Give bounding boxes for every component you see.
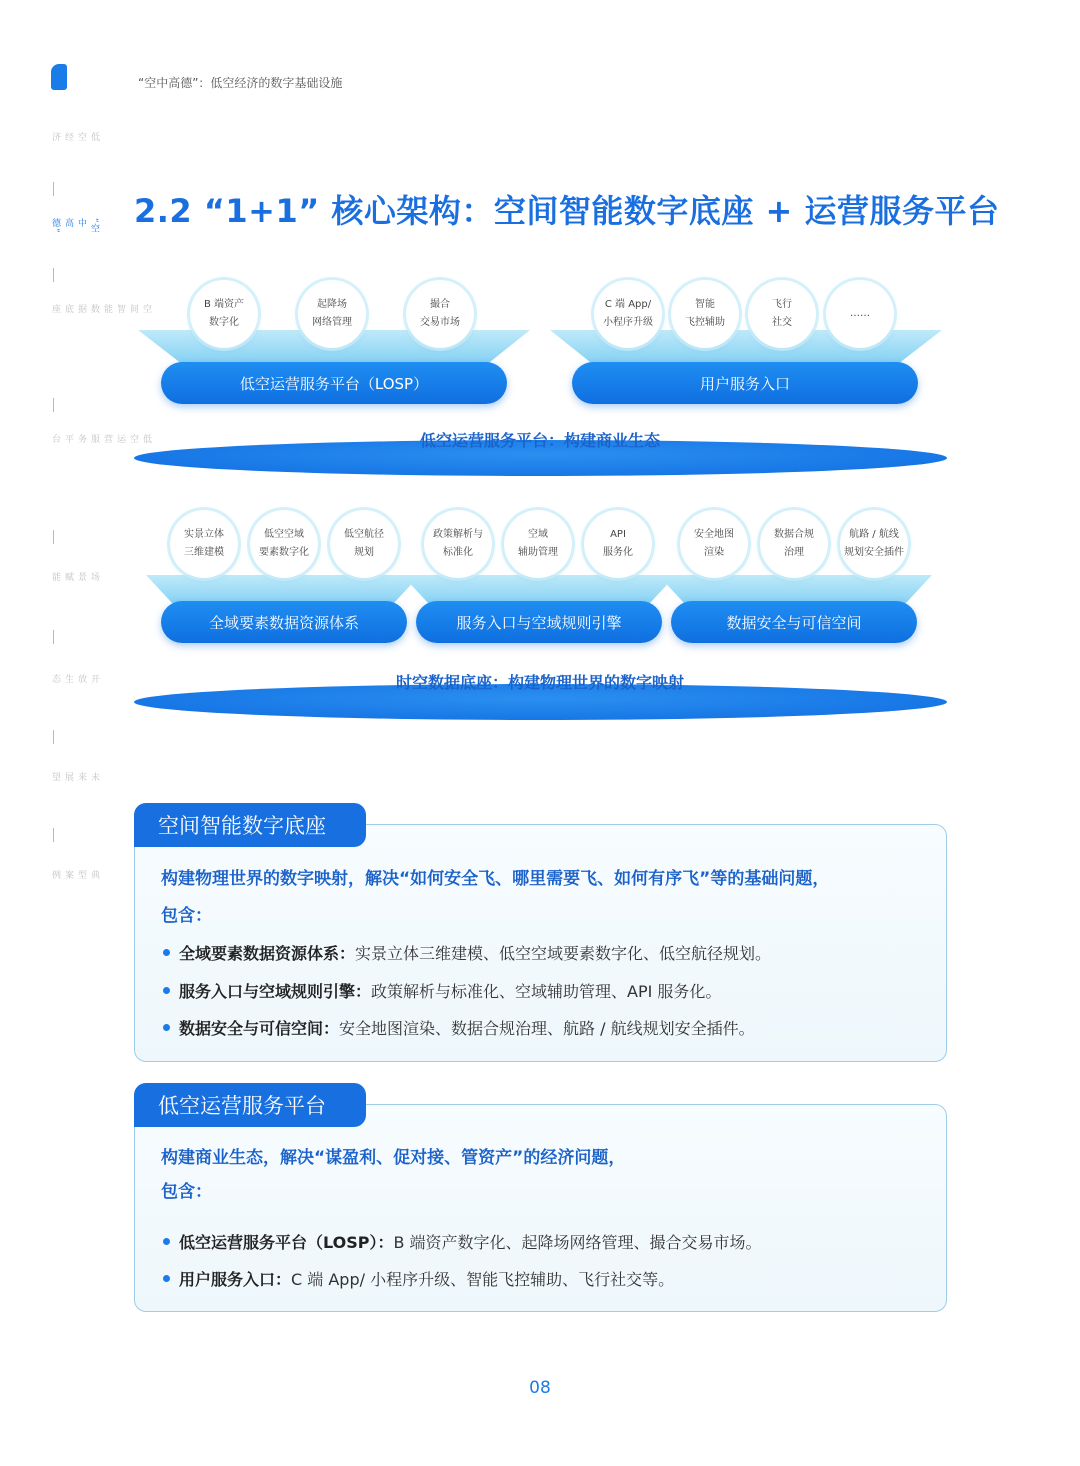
side-separator bbox=[53, 828, 54, 842]
pill-data-resource: 全域要素数据资源体系 bbox=[161, 601, 407, 643]
pill-trusted-space: 数据安全与可信空间 bbox=[671, 601, 917, 643]
circle-c-app: C 端 App/ 小程序升级 bbox=[594, 280, 662, 348]
side-item-6[interactable]: 开放生态 bbox=[50, 674, 99, 684]
circle-vertiport: 起降场 网络管理 bbox=[298, 280, 366, 348]
page-number: 08 bbox=[529, 1378, 551, 1398]
circle-policy-parse: 政策解析与 标准化 bbox=[424, 510, 492, 578]
side-item-1[interactable]: 低空经济 bbox=[50, 132, 99, 142]
circle-airspace-manage: 空域 辅助管理 bbox=[504, 510, 572, 578]
pill-user-entry: 用户服务入口 bbox=[572, 362, 918, 404]
side-item-8[interactable]: 典型案例 bbox=[50, 870, 99, 880]
side-item-2-active[interactable]: “空中高德” bbox=[50, 218, 99, 234]
card-operation-platform bbox=[134, 1104, 947, 1312]
circle-matching-market: 撮合 交易市场 bbox=[406, 280, 474, 348]
page-title: 2.2 “1+1” 核心架构：空间智能数字底座 + 运营服务平台 bbox=[134, 192, 1000, 230]
card-spatial-base bbox=[134, 824, 947, 1062]
card2-lead-line2: 包含： bbox=[161, 1182, 212, 1202]
circle-flight-control: 智能 飞控辅助 bbox=[671, 280, 739, 348]
upper-layer-label: 低空运营服务平台：构建商业生态 bbox=[419, 431, 660, 450]
card1-tab-title: 空间智能数字底座 bbox=[134, 803, 366, 847]
circle-airspace-digitize: 低空空域 要素数字化 bbox=[250, 510, 318, 578]
circle-flight-social: 飞行 社交 bbox=[748, 280, 816, 348]
circle-route-planning: 低空航径 规划 bbox=[330, 510, 398, 578]
card2-bullet-2: 用户服务入口：C 端 App/ 小程序升级、智能飞控辅助、飞行社交等。 bbox=[179, 1267, 674, 1290]
circle-3d-model: 实景立体 三维建模 bbox=[170, 510, 238, 578]
card1-bullet-3: 数据安全与可信空间：安全地图渲染、数据合规治理、航路 / 航线规划安全插件。 bbox=[179, 1016, 755, 1039]
side-item-7[interactable]: 未来展望 bbox=[50, 772, 99, 782]
card2-tab-title: 低空运营服务平台 bbox=[134, 1083, 366, 1127]
circle-route-safety-plugin: 航路 / 航线 规划安全插件 bbox=[840, 510, 908, 578]
lower-layer-label: 时空数据底座：构建物理世界的数字映射 bbox=[395, 673, 684, 692]
side-item-3[interactable]: 空间智能数据底座 bbox=[50, 304, 151, 314]
card1-lead-line2: 包含： bbox=[161, 906, 212, 926]
card2-lead-line1: 构建商业生态，解决“谋盈利、促对接、管资产”的经济问题， bbox=[161, 1148, 626, 1168]
circle-safe-map: 安全地图 渲染 bbox=[680, 510, 748, 578]
pill-rule-engine: 服务入口与空域规则引擎 bbox=[416, 601, 662, 643]
side-item-4[interactable]: 低空运营服务平台 bbox=[50, 434, 151, 444]
running-header: “空中高德”：低空经济的数字基础设施 bbox=[138, 76, 343, 90]
circle-data-compliance: 数据合规 治理 bbox=[760, 510, 828, 578]
circle-api-service: API 服务化 bbox=[584, 510, 652, 578]
card2-bullet-1: 低空运营服务平台（LOSP）：B 端资产数字化、起降场网络管理、撮合交易市场。 bbox=[179, 1230, 762, 1253]
circle-b-asset: B 端资产 数字化 bbox=[190, 280, 258, 348]
pill-losp: 低空运营服务平台（LOSP） bbox=[161, 362, 507, 404]
circle-more: …… bbox=[826, 280, 894, 348]
card1-lead-line1: 构建物理世界的数字映射，解决“如何安全飞、哪里需要飞、如何有序飞”等的基础问题， bbox=[161, 869, 830, 889]
card1-bullet-1: 全域要素数据资源体系：实景立体三维建模、低空空域要素数字化、低空航径规划。 bbox=[179, 941, 771, 964]
side-item-5[interactable]: 场景赋能 bbox=[50, 572, 99, 582]
card1-bullet-2: 服务入口与空域规则引擎：政策解析与标准化、空域辅助管理、API 服务化。 bbox=[179, 979, 721, 1002]
